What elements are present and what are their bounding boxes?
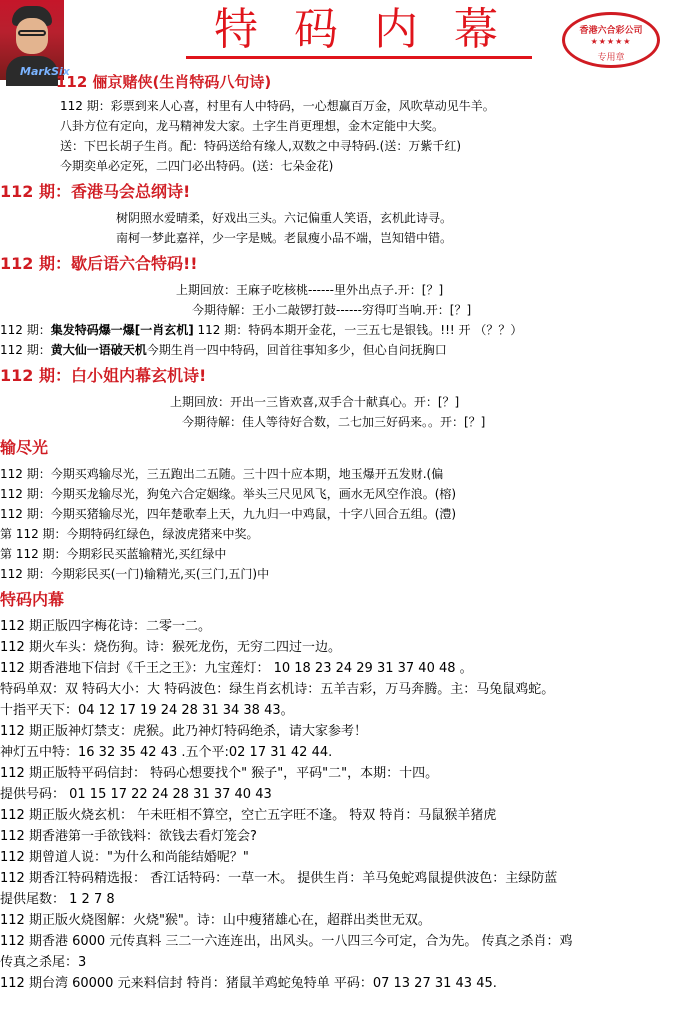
- inside-line: 112 期台湾 60000 元来料信封 特肖：猪鼠羊鸡蛇兔特单 平码：07 13 27 31 43 45.: [0, 976, 497, 991]
- inside-line: 112 期香港第一手欲钱料：欲钱去看灯笼会?: [0, 829, 257, 844]
- inside-line: 112 期火车头：烧伤狗。诗：猴死龙伤，无穷二四过一边。: [0, 640, 341, 655]
- inside-line: 提供尾数： 1 2 7 8: [0, 892, 115, 907]
- inside-line: 特码单双：双 特码大小：大 特码波色：绿生肖玄机诗：五羊吉彩，万马奔腾。主：马兔鼠鸡蛇。: [0, 682, 555, 697]
- section-heading-gambler: 112 俪京赌侠(生肖特码八句诗): [56, 73, 272, 91]
- avatar-face: [16, 18, 48, 54]
- marksix-logo-text: MarkSix: [20, 65, 70, 78]
- avatar: [0, 0, 70, 80]
- poem-line: 南柯一梦此嘉祥，少一字是贼。老鼠瘦小品不端，岂知错中错。: [116, 231, 453, 245]
- inside-line: 112 期香港 6000 元传真料 三二一六连连出，出风头。一八四三今可定，合为先。 传真之杀肖：鸡: [0, 934, 573, 949]
- white-lady-last-period: 上期回放：开出一三皆欢喜,双手合十献真心。开：[？]: [170, 395, 460, 409]
- idiom-wong-rest: 今期生肖一四中特码，回首往事知多少，但心自问抚胸口: [146, 343, 447, 357]
- lose-all-line: 112 期：今期买猪输尽光，四年楚歌奉上天，九九归一中鸡鼠，十字八回合五组。(澧): [0, 507, 457, 521]
- inside-line: 112 期正版特平码信封： 特码心想要找个" 猴子"，平码"二"，本期：十四。: [0, 766, 439, 781]
- inside-line: 112 期曾道人说："为什么和尚能结婚呢？": [0, 850, 249, 865]
- white-lady-this-period: 今期待解：佳人等待好合数，二七加三好码来。。开：[？]: [182, 415, 486, 429]
- title-underline: [186, 56, 532, 59]
- idiom-flower-line: [0, 320, 690, 340]
- inside-line: 十指平天下：04 12 17 19 24 28 31 34 38 43。: [0, 703, 294, 718]
- inside-line: 112 期正版四字梅花诗：二零一二。: [0, 619, 211, 634]
- company-seal: [562, 12, 660, 68]
- lose-all-line: 112 期：今期彩民买(一门)输精光,买(三门,五门)中: [0, 567, 270, 581]
- inside-line: 112 期香港地下信封《千王之王》：九宝莲灯： 10 18 23 24 29 31 37 40 48 。: [0, 661, 473, 676]
- gambler-line: 今期奕单必定死，二四门必出特码。(送：七朵金花): [60, 159, 334, 173]
- idiom-flower-bold: 集发特码爆一爆[一肖玄机]: [50, 323, 194, 337]
- idiom-wong-bold: 黄大仙一语破天机: [50, 343, 147, 357]
- seal-bottom-text: 专用章: [597, 53, 625, 63]
- gambler-line: 八卦方位有定向，龙马精神发大家。土字生肖更理想，金木定能中大奖。: [60, 119, 445, 133]
- gambler-line: 送：下巴长胡子生肖。配：特码送给有缘人,双数之中寻特码.(送：万紫千红): [60, 139, 461, 153]
- seal-top-text: 香港六合彩公司: [579, 26, 643, 36]
- inside-line: 112 期正版火烧图解：火烧"猴"。诗：山中瘦猪雄心在，超群出类世无双。: [0, 913, 431, 928]
- lose-all-line: 112 期：今期买鸡输尽光，三五跑出二五随。三十四十应本期，地玉爆开五发财.(偏: [0, 467, 444, 481]
- page-content: [0, 72, 690, 994]
- gambler-line: 112 期：彩票到来人心喜，村里有人中特码，一心想赢百万金，风吹草动见牛羊。: [60, 99, 495, 113]
- seal-stars: ★★★★★: [590, 37, 632, 46]
- inside-line: 112 期正版神灯禁支：虎猴。此乃神灯特码绝杀，请大家参考！: [0, 724, 367, 739]
- lose-all-line: 第 112 期：今期彩民买蓝输精光,买红绿中: [0, 547, 227, 561]
- section-heading-idiom: 112 期：歇后语六合特码!!: [0, 254, 198, 273]
- idiom-this-period: 今期待解：王小二敲锣打鼓------穷得叮当响.开：[？]: [192, 303, 472, 317]
- idiom-last-period: 上期回放：王麻子吃核桃------里外出点子.开：[？]: [176, 283, 444, 297]
- idiom-flower-prefix: 112 期：: [0, 323, 51, 337]
- inside-line: 提供号码： 01 15 17 22 24 28 31 37 40 43: [0, 787, 272, 802]
- section-heading-lose-all: 输尽光: [0, 438, 49, 457]
- section-heading-white-lady: 112 期：白小姐内幕玄机诗!: [0, 366, 207, 385]
- section-heading-jockey-poem: 112 期：香港马会总纲诗!: [0, 182, 191, 201]
- inside-line: 神灯五中特：16 32 35 42 43 .五个平:02 17 31 42 44.: [0, 745, 333, 760]
- section-heading-inside-story: 特码内幕: [0, 590, 65, 609]
- inside-line: 112 期香江特码精选报： 香江话特码：一草一木。 提供生肖：羊马兔蛇鸡鼠提供波色：主绿防蓝: [0, 871, 558, 886]
- idiom-wong-line: [0, 340, 690, 360]
- poem-line: 树阴照水爱晴柔，好戏出三头。六记偏重人笑语，玄机此诗寻。: [116, 211, 453, 225]
- lose-all-line: 112 期：今期买龙输尽光，狗兔六合定姻缘。举头三尺见风飞，画水无风空作浪。(榕): [0, 487, 457, 501]
- inside-line: 112 期正版火烧玄机： 午未旺相不算空，空亡五字旺不逢。 特双 特肖：马鼠猴羊猪虎: [0, 808, 497, 823]
- lose-all-line: 第 112 期：今期特码红绿色，绿波虎猪来中奖。: [0, 527, 259, 541]
- idiom-flower-rest: 112 期：特码本期开金花，一三五七是银钱。!!! 开 （？？）: [193, 323, 523, 337]
- avatar-glasses: [18, 30, 46, 36]
- inside-line: 传真之杀尾：3: [0, 955, 87, 970]
- page-title: 特码内幕: [214, 4, 534, 55]
- idiom-wong-prefix: 112 期：: [0, 343, 51, 357]
